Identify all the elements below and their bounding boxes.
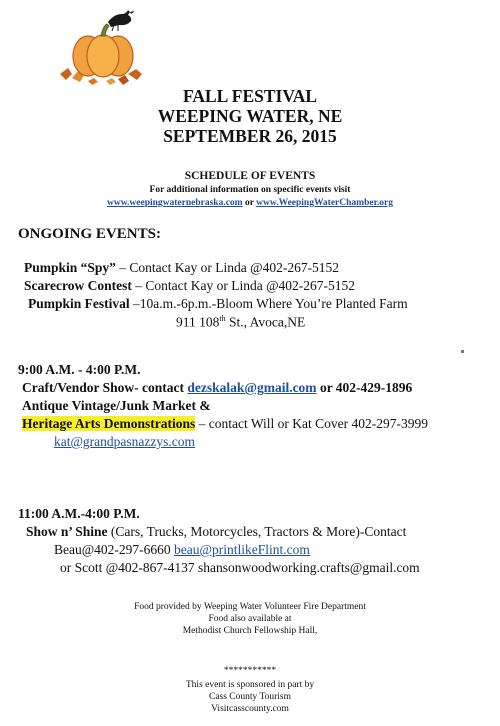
scarecrow-line: Scarecrow Contest – Contact Kay or Linda @402-267-5152 [24, 278, 355, 293]
pumpkin-festival-name: Pumpkin Festival [28, 296, 130, 311]
title-line-2: WEEPING WATER, NE [157, 106, 343, 126]
heritage-email-line [54, 434, 195, 450]
show-n-shine-line: Show n’ Shine (Cars, Trucks, Motorcycles, Tractors & More)-Contact [26, 524, 407, 539]
scarecrow-name: Scarecrow Contest [24, 278, 132, 293]
heritage-arts-highlight: Heritage Arts Demonstrations [22, 416, 196, 431]
antique-market-line: Antique Vintage/Junk Market & [22, 398, 211, 413]
dezskalak-email-link[interactable]: dezskalak@gmail.com [187, 380, 317, 395]
divider-stars: *********** [223, 666, 277, 676]
pumpkin-illustration [58, 8, 148, 88]
sponsor-line-1: This event is sponsored in part by [185, 680, 315, 690]
craft-vendor-line: Craft/Vendor Show- contact dezskalak@gmail.com or 402-429-1896 [22, 380, 413, 395]
heritage-line: Heritage Arts Demonstrations – contact Will or Kat Cover 402-297-3999 [22, 416, 429, 431]
beau-line: Beau@402-297-6660 beau@printlikeFlint.com [54, 542, 310, 557]
schedule-heading: SCHEDULE OF EVENTS [184, 170, 316, 182]
chamber-link[interactable]: www.WeepingWaterChamber.org [256, 198, 394, 208]
title-line-3: SEPTEMBER 26, 2015 [163, 126, 337, 146]
pumpkin-festival-address: 911 108th St., Avoca,NE [176, 314, 306, 330]
stray-mark [461, 350, 464, 353]
food-line-1: Food provided by Weeping Water Volunteer Fire Department [134, 602, 366, 612]
crow-icon [108, 10, 135, 31]
weeping-water-link[interactable]: www.weepingwaternebraska.com [106, 198, 243, 208]
scott-line: or Scott @402-867-4137 shansonwoodworking.crafts@gmail.com [60, 560, 420, 575]
schedule-info: For additional information on specific events visit [149, 185, 351, 195]
pumpkin-spy-line: Pumpkin “Spy” – Contact Kay or Linda @402-267-5152 [24, 260, 340, 275]
sponsor-line-3: Visitcasscounty.com [211, 704, 289, 714]
pumpkin-icon [58, 8, 148, 88]
pumpkin-spy-name: Pumpkin “Spy” [24, 260, 116, 275]
kat-email-link[interactable]: kat@grandpasnazzys.com [54, 434, 196, 449]
pumpkin-festival-line: Pumpkin Festival –10a.m.-6p.m.-Bloom Where You’re Planted Farm [28, 296, 408, 311]
food-line-2: Food also available at [208, 614, 292, 624]
title-line-1: FALL FESTIVAL [182, 86, 318, 106]
afternoon-time: 11:00 A.M.-4:00 P.M. [18, 506, 140, 521]
morning-time: 9:00 A.M. - 4:00 P.M. [18, 362, 141, 377]
sponsor-line-2: Cass County Tourism [208, 692, 292, 702]
beau-email-link[interactable]: beau@printlikeFlint.com [174, 542, 310, 557]
schedule-links: www.weepingwaternebraska.com or www.WeepingWaterChamber.org [106, 198, 394, 208]
food-line-3: Methodist Church Fellowship Hall, [182, 626, 318, 636]
ongoing-heading: ONGOING EVENTS: [18, 226, 161, 242]
show-n-shine-name: Show n’ Shine [26, 524, 108, 539]
